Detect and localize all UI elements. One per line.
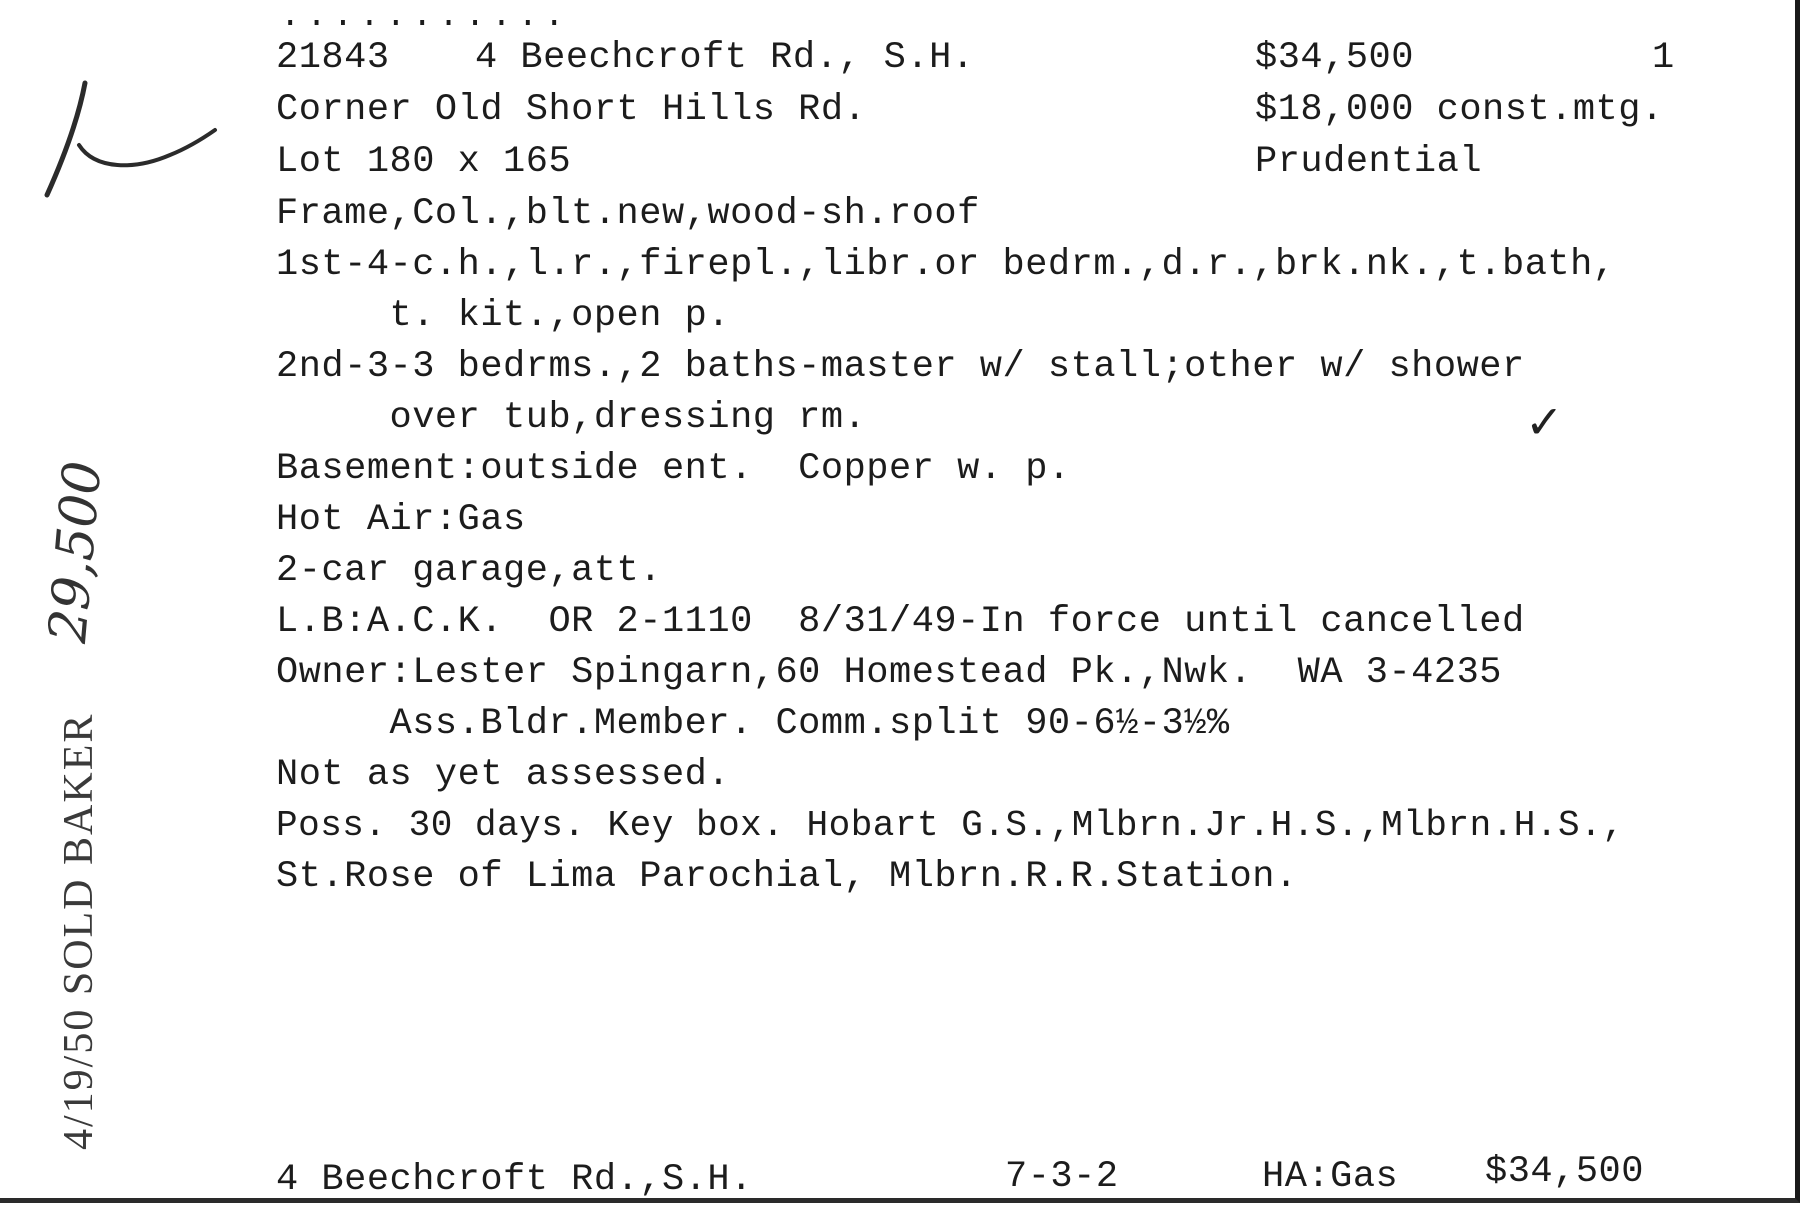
owner-line: Owner:Lester Spingarn,60 Homestead Pk.,Nwk. WA 3-4235 [276,652,1502,694]
leader-dots: ........... [280,0,571,36]
footer-rooms: 7-3-2 [1005,1156,1119,1198]
first-floor-line: 1st-4-c.h.,l.r.,firepl.,libr.or bedrm.,d.r.,brk.nk.,t.bath, [276,244,1616,286]
lot-size: Lot 180 x 165 [276,141,572,183]
handwritten-k-mark-icon [35,75,225,205]
heating-line: Hot Air:Gas [276,499,526,541]
commission-line: Ass.Bldr.Member. Comm.split 90-6½-3½% [276,703,1230,745]
mortgage-info: $18,000 const.mtg. [1255,89,1664,131]
second-floor-line: 2nd-3-3 bedrms.,2 baths-master w/ stall;other w/ shower [276,346,1525,388]
card-number: 1 [1652,37,1675,79]
first-floor-cont-line: t. kit.,open p. [276,295,731,337]
assessment-line: Not as yet assessed. [276,754,731,796]
second-floor-cont-line: over tub,dressing rm. [276,397,867,439]
footer-price: $34,500 [1485,1151,1644,1193]
schools-cont-line: St.Rose of Lima Parochial, Mlbrn.R.R.Station. [276,856,1298,898]
basement-line: Basement:outside ent. Copper w. p. [276,448,1071,490]
possession-schools-line: Poss. 30 days. Key box. Hobart G.S.,Mlbrn.Jr.H.S.,Mlbrn.H.S., [276,805,1625,846]
property-address: 4 Beechcroft Rd., S.H. [475,37,975,79]
construction-line: Frame,Col.,blt.new,wood-sh.roof [276,193,980,235]
footer-heat: HA:Gas [1262,1156,1399,1198]
corner-note: Corner Old Short Hills Rd. [276,89,867,131]
listing-broker-line: L.B:A.C.K. OR 2-1110 8/31/49-In force until cancelled [276,601,1525,643]
asking-price: $34,500 [1255,37,1414,79]
handwritten-sale-amount: 29,500 [38,458,114,646]
footer-address: 4 Beechcroft Rd.,S.H. [276,1159,753,1201]
garage-line: 2-car garage,att. [276,550,662,592]
sold-stamp: 4/19/50 SOLD BAKER [56,712,102,1150]
lender-name: Prudential [1255,141,1483,183]
checkmark-icon: ✓ [1525,395,1564,449]
listing-number: 21843 [276,37,390,79]
